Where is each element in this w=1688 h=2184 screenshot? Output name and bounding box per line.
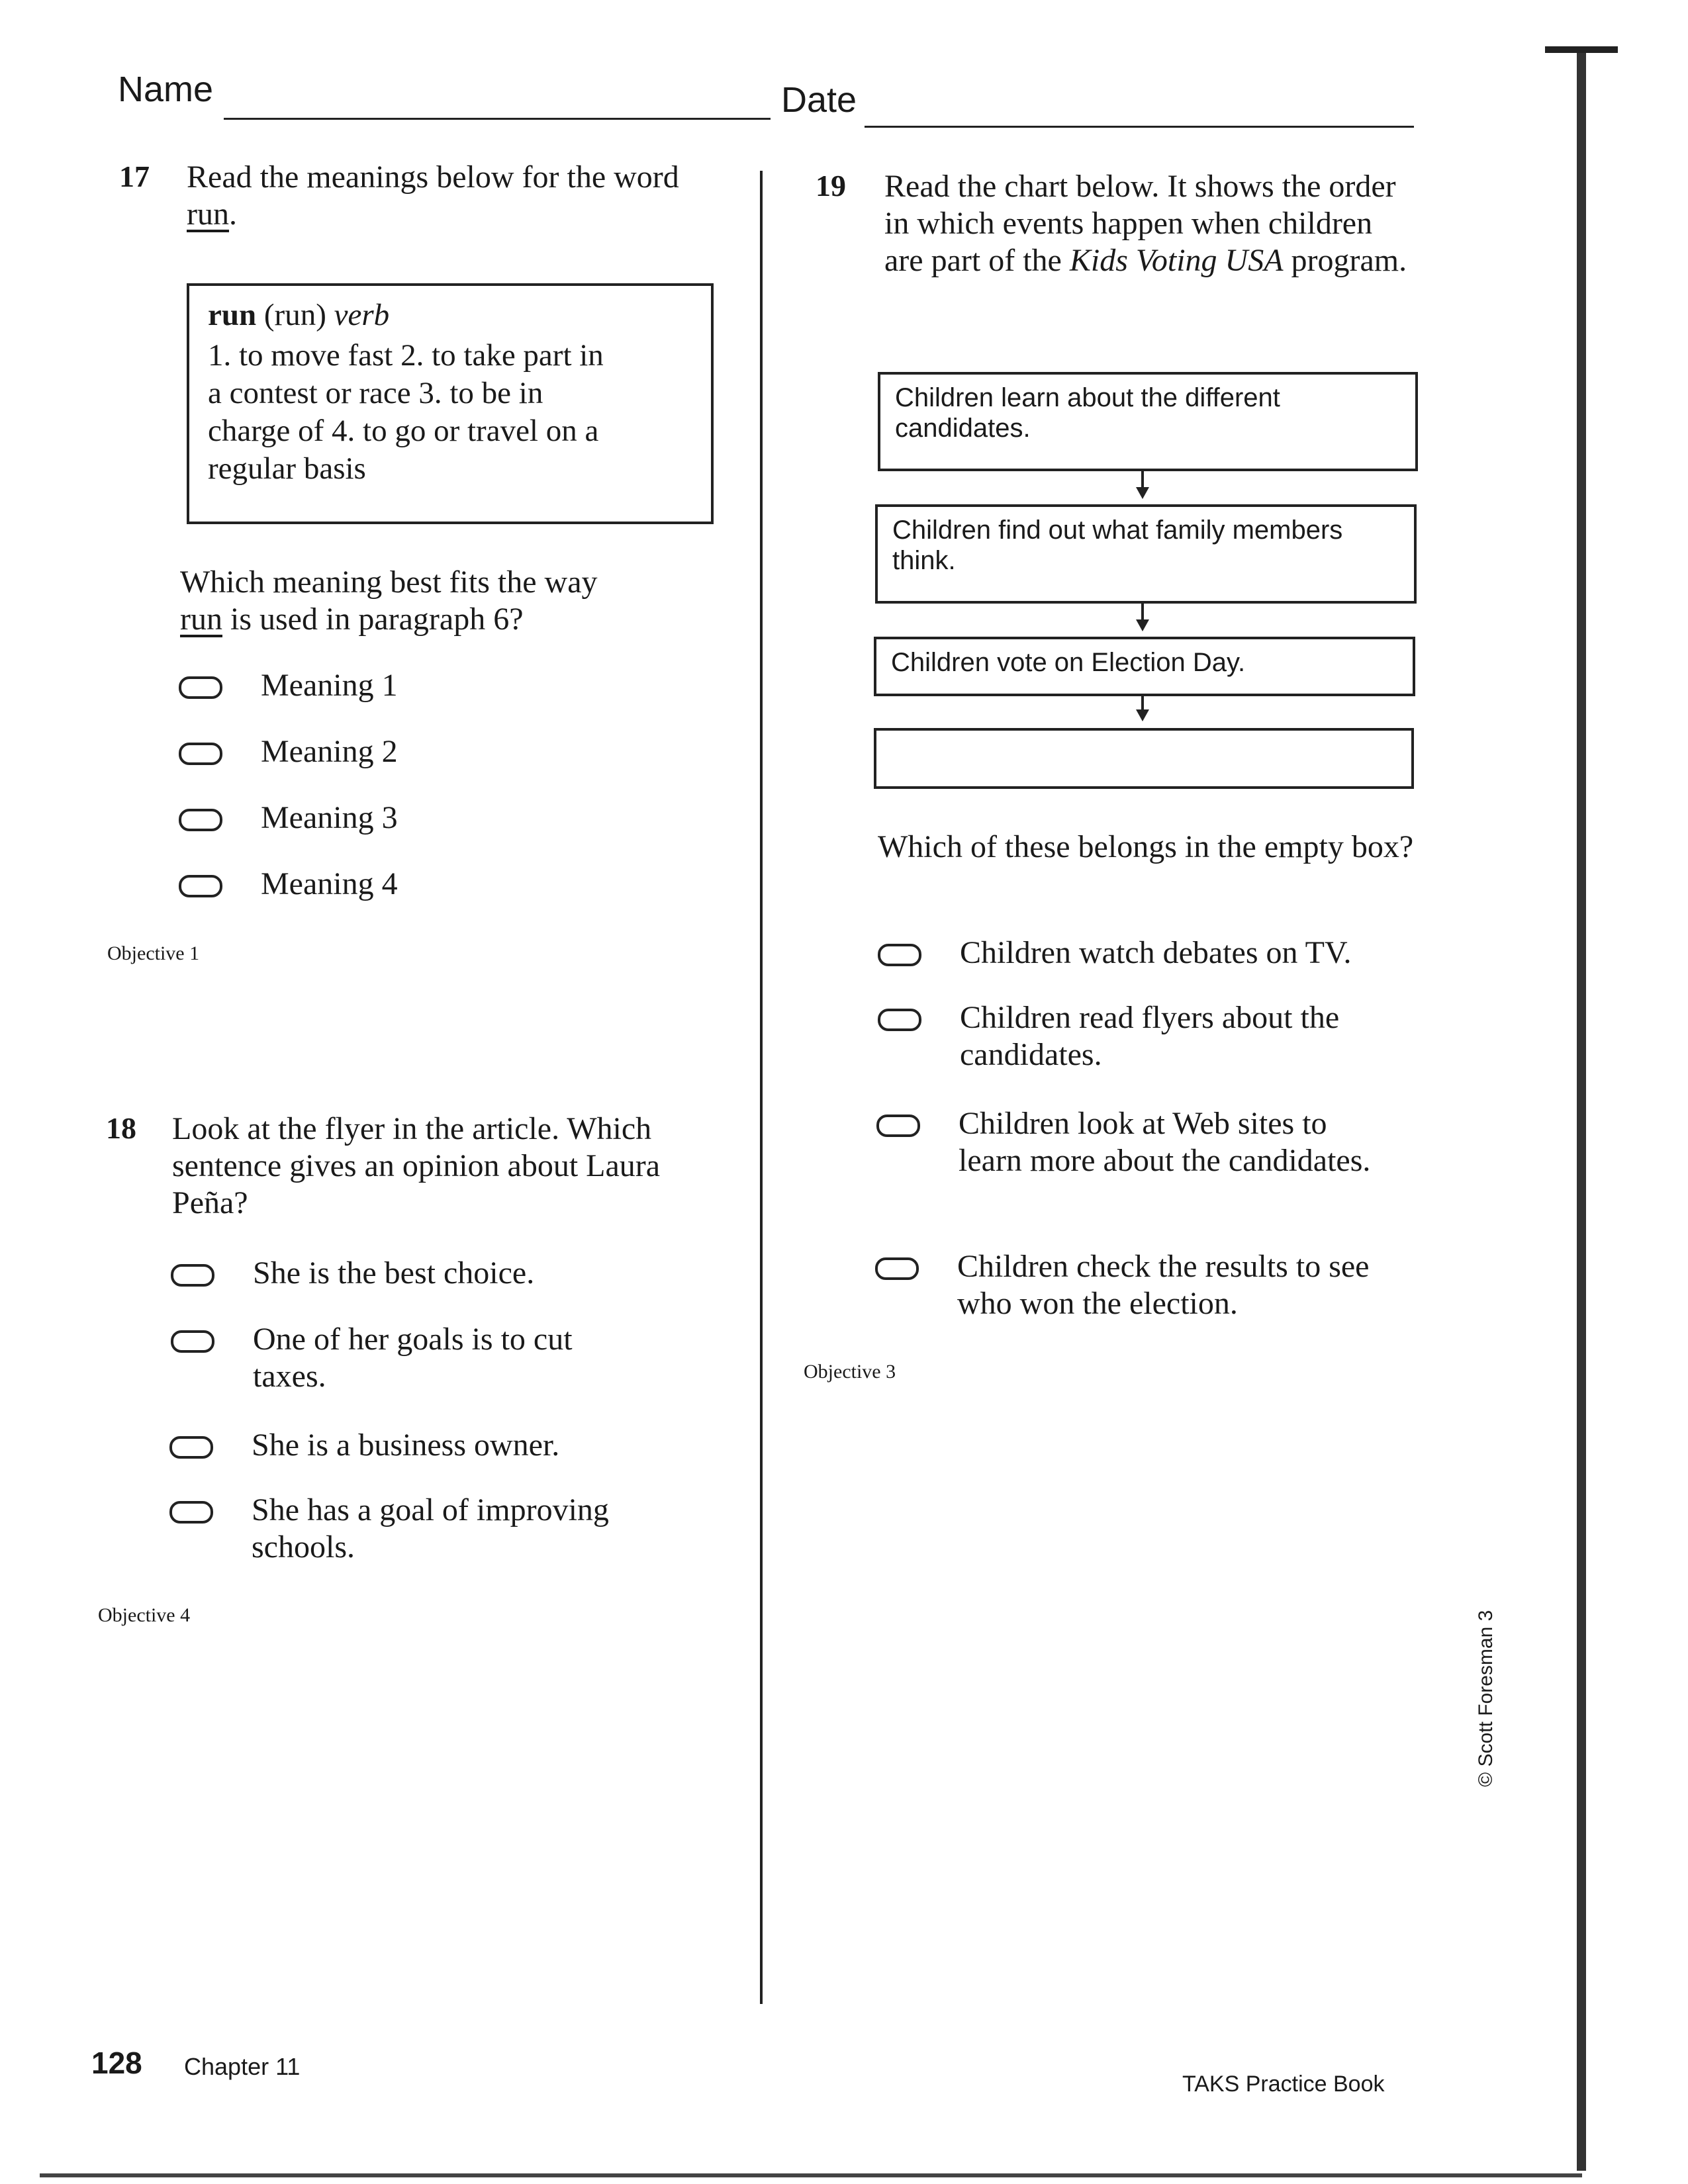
answer-bubble[interactable] <box>169 1501 213 1524</box>
answer-bubble[interactable] <box>876 1115 920 1137</box>
q19-number: 19 <box>816 169 846 203</box>
chapter-label: Chapter 11 <box>184 2053 301 2080</box>
q18-option-2[interactable]: One of her goals is to cut taxes. <box>171 1321 650 1395</box>
flow-step-1: Children learn about the different candidates. <box>878 372 1418 471</box>
book-title: TAKS Practice Book <box>1182 2071 1385 2097</box>
q19-prompt: Read the chart below. It shows the order in which events happen when children are part of the Kids Voting USA program. <box>884 169 1407 278</box>
q19-question: Which of these belongs in the empty box? <box>878 829 1414 864</box>
q18-number: 18 <box>106 1111 136 1145</box>
dictionary-entry-box <box>187 283 714 524</box>
copyright-notice: © Scott Foresman 3 <box>1475 1610 1497 1787</box>
dict-headword: run <box>208 298 257 332</box>
q17-objective: Objective 1 <box>107 942 200 964</box>
name-label: Name <box>118 69 214 109</box>
q17-prompt-word: run <box>187 197 229 232</box>
q17-question: Which meaning best fits the way run is used in paragraph 6? <box>180 565 598 637</box>
q17-option-3[interactable]: Meaning 3 <box>179 799 737 837</box>
dict-line-3: charge of 4. to go or travel on a <box>208 414 599 448</box>
bottom-edge-rule <box>40 2173 1582 2177</box>
flow-arrow-head <box>1136 619 1149 631</box>
answer-bubble[interactable] <box>171 1330 214 1353</box>
answer-bubble[interactable] <box>179 809 222 831</box>
answer-bubble[interactable] <box>878 944 921 966</box>
flow-arrow-head <box>1136 709 1149 721</box>
answer-bubble[interactable] <box>878 1009 921 1031</box>
answer-bubble[interactable] <box>875 1257 919 1280</box>
flow-arrow-head <box>1136 487 1149 499</box>
date-label: Date <box>781 80 857 120</box>
q17-number: 17 <box>119 159 150 193</box>
dict-part-of-speech: verb <box>334 298 390 332</box>
dict-line-4: regular basis <box>208 451 366 486</box>
answer-bubble[interactable] <box>169 1436 213 1459</box>
flow-arrow <box>1141 471 1144 488</box>
q19-option-1[interactable]: Children watch debates on TV. <box>878 934 1423 972</box>
dict-pronunciation: (run) <box>263 298 326 332</box>
q17-question-word: run <box>180 602 222 637</box>
q18-objective: Objective 4 <box>98 1604 191 1626</box>
answer-bubble[interactable] <box>179 676 222 699</box>
binding-rule-cap <box>1545 46 1618 53</box>
q17-option-4[interactable]: Meaning 4 <box>179 866 737 903</box>
binding-rule <box>1577 53 1586 2171</box>
dict-line-2: a contest or race 3. to be in <box>208 376 543 410</box>
q17-option-2[interactable]: Meaning 2 <box>179 733 737 770</box>
q17-option-1[interactable]: Meaning 1 <box>179 667 737 704</box>
q17-prompt: Read the meanings below for the word run. <box>187 159 679 232</box>
column-divider <box>760 171 763 2004</box>
q18-option-1[interactable]: She is the best choice. <box>171 1255 677 1292</box>
page-number: 128 <box>91 2046 142 2080</box>
flow-step-empty <box>874 728 1414 789</box>
answer-bubble[interactable] <box>179 743 222 765</box>
q18-option-4[interactable]: She has a goal of improving schools. <box>169 1492 688 1566</box>
flow-arrow <box>1141 604 1144 621</box>
name-field[interactable] <box>224 118 771 120</box>
flow-step-2: Children find out what family members think. <box>875 504 1417 604</box>
flow-arrow <box>1141 696 1144 711</box>
date-field[interactable] <box>865 126 1414 128</box>
answer-bubble[interactable] <box>179 875 222 897</box>
q19-objective: Objective 3 <box>804 1361 896 1383</box>
q18-option-3[interactable]: She is a business owner. <box>169 1427 675 1464</box>
answer-bubble[interactable] <box>171 1264 214 1287</box>
q19-program-name: Kids Voting USA <box>1069 243 1284 278</box>
dict-line-1: 1. to move fast 2. to take part in <box>208 338 604 373</box>
flow-step-3: Children vote on Election Day. <box>874 637 1415 696</box>
q19-option-4[interactable]: Children check the results to see who won the election. <box>875 1248 1407 1322</box>
q19-option-2[interactable]: Children read flyers about the candidates. <box>878 999 1423 1073</box>
q18-prompt: Look at the flyer in the article. Which sentence gives an opinion about Laura Peña? <box>172 1111 661 1220</box>
q19-option-3[interactable]: Children look at Web sites to learn more about the candidates. <box>876 1105 1395 1179</box>
